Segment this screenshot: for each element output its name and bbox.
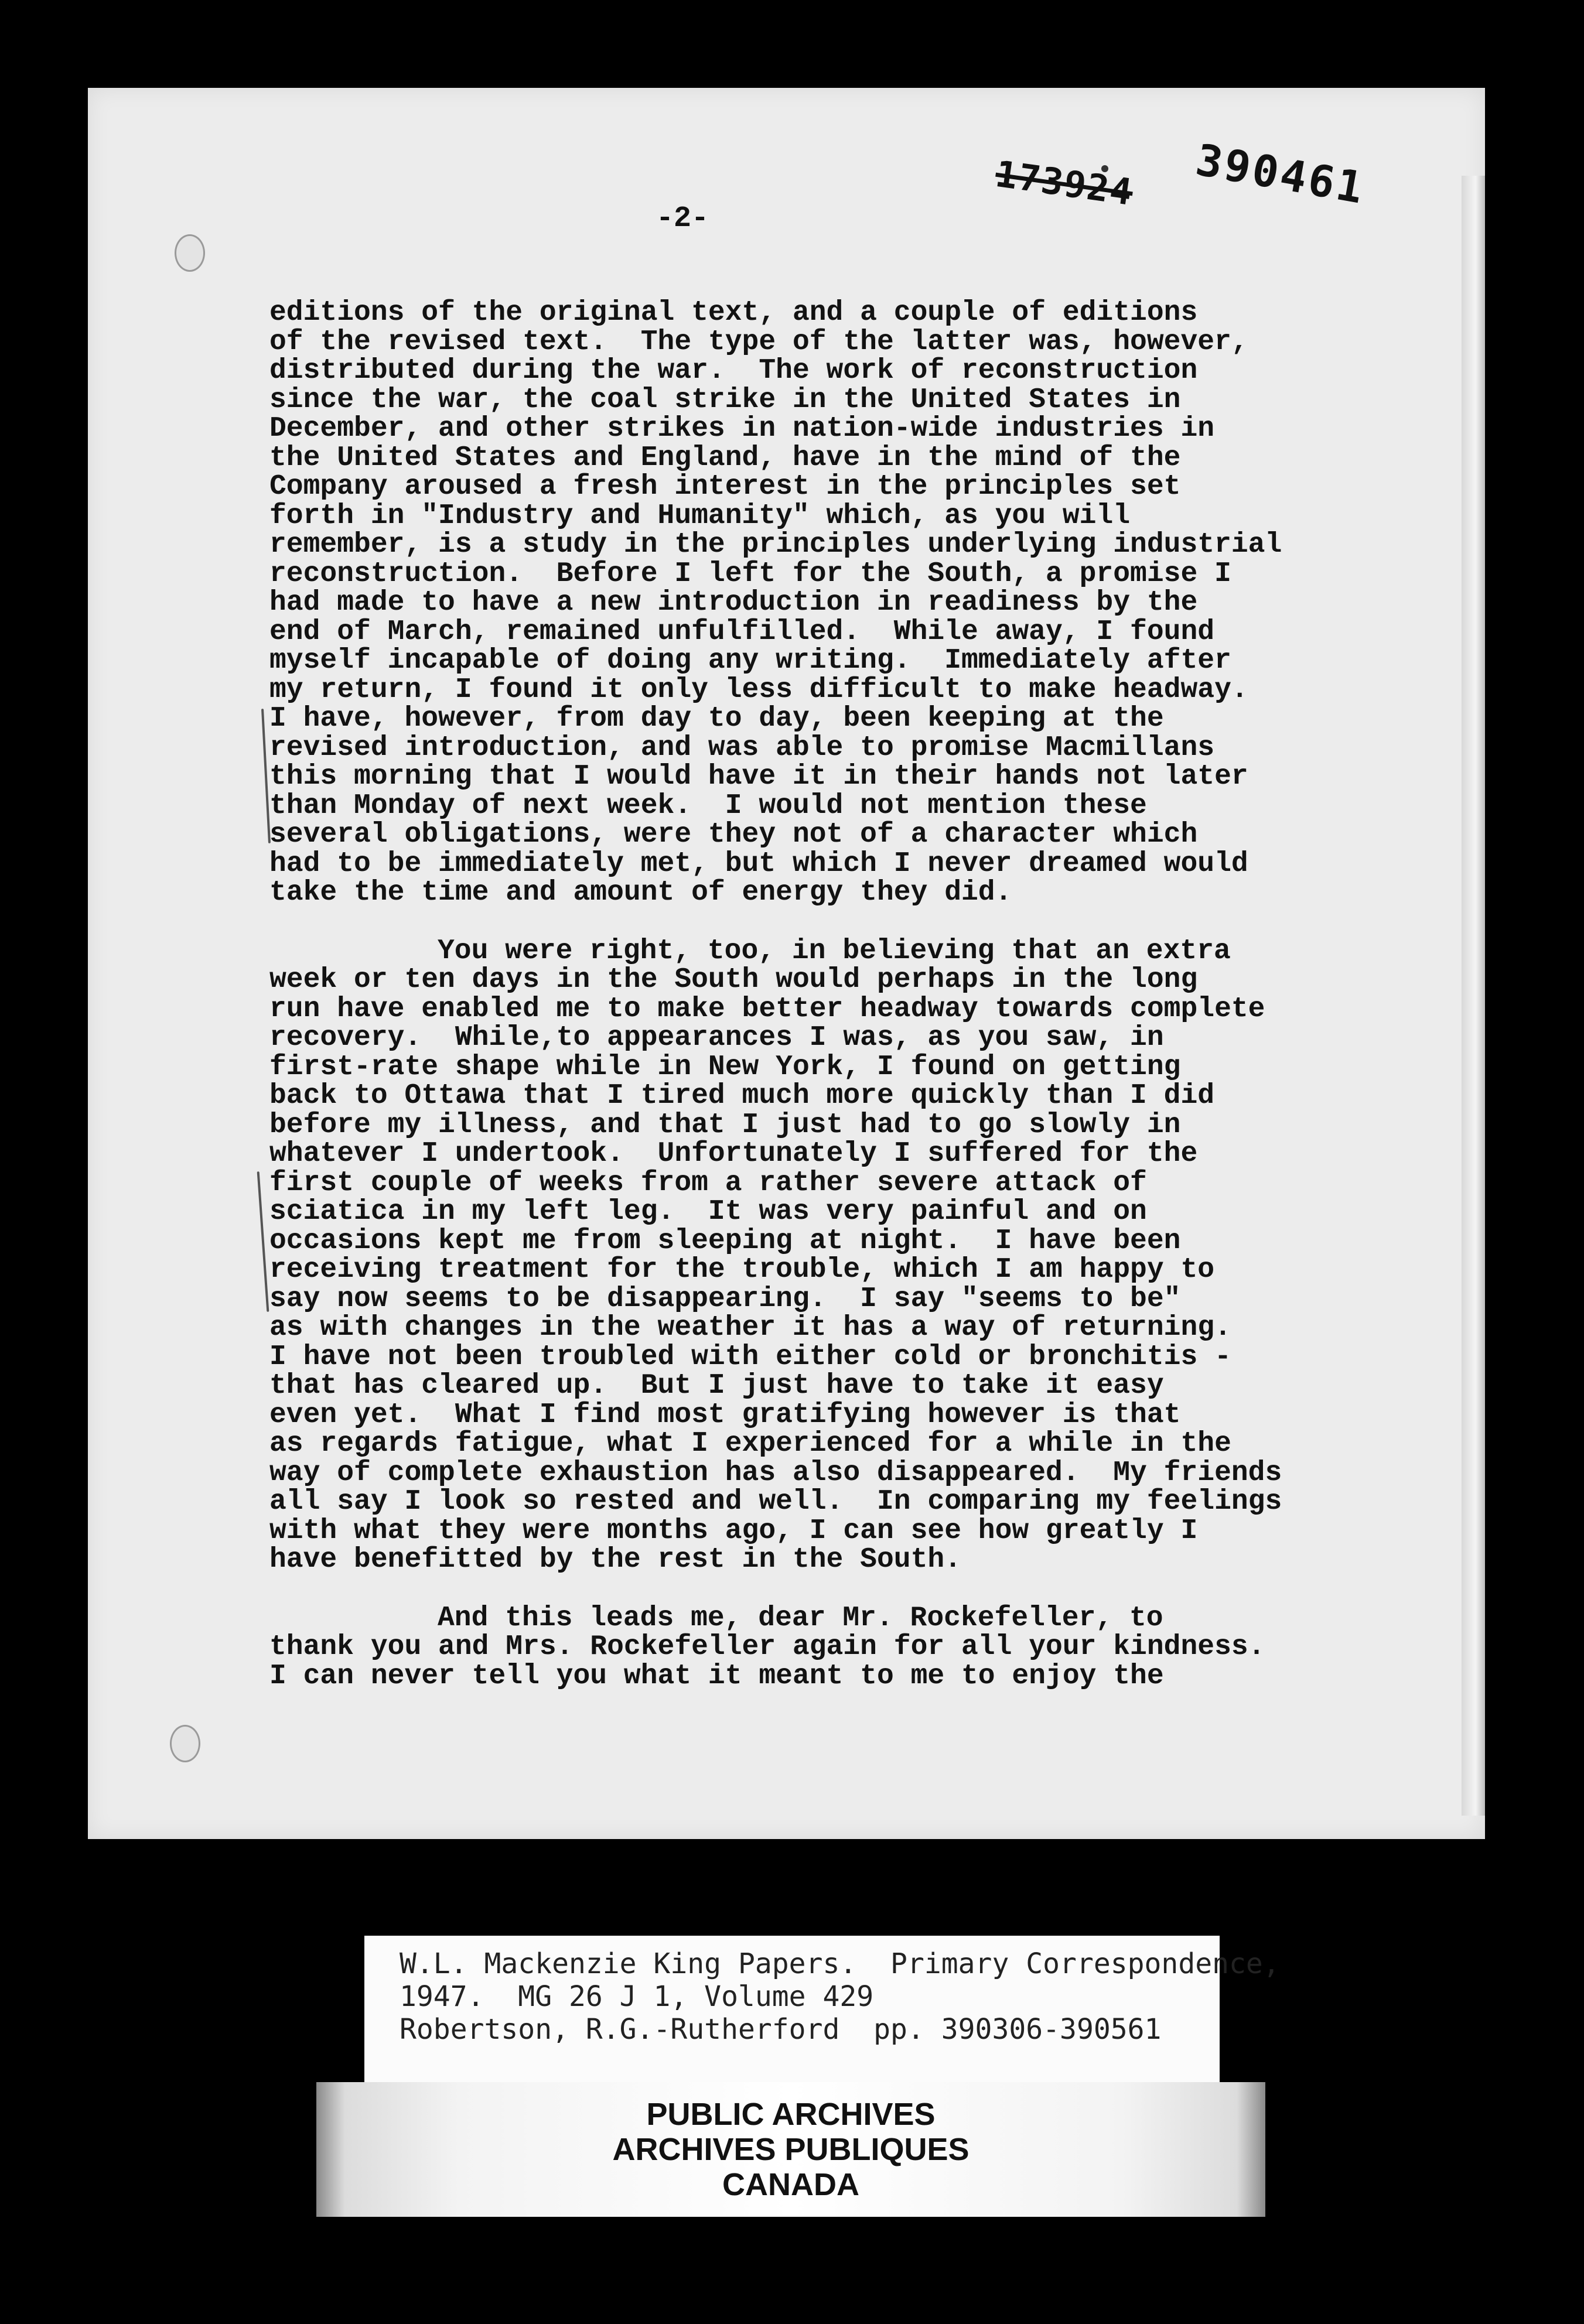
page-number: -2- <box>656 202 709 235</box>
text-line: all say I look so rested and well. In comparing my feelings <box>269 1486 1282 1518</box>
text-line: remember, is a study in the principles underlying industrial <box>269 529 1282 561</box>
text-line: Company aroused a fresh interest in the principles set <box>269 471 1181 503</box>
text-line: had made to have a new introduction in readiness by the <box>269 587 1198 618</box>
punch-hole-top <box>175 234 205 272</box>
text-line: with what they were months ago, I can see how greatly I <box>269 1515 1198 1547</box>
text-line: before my illness, and that I just had to go slowly in <box>269 1109 1181 1141</box>
text-line: And this leads me, dear Mr. Rockefeller, to <box>438 1602 1163 1634</box>
text-line: myself incapable of doing any writing. Immediately after <box>269 645 1231 676</box>
text-line: I have, however, from day to day, been keeping at the <box>269 703 1164 734</box>
text-line: sciatica in my left leg. It was very painful and on <box>269 1196 1147 1228</box>
text-line: end of March, remained unfulfilled. While away, I found <box>269 616 1215 648</box>
paragraph-3 <box>269 1604 1441 1691</box>
archive-label-line-3: Robertson, R.G.-Rutherford pp. 390306-390561 <box>400 2013 1162 2046</box>
text-line: this morning that I would have it in their hands not later <box>269 761 1248 792</box>
page-fold-edge <box>1462 176 1485 1816</box>
text-line: the United States and England, have in the mind of the <box>269 442 1181 474</box>
archive-reference-label <box>364 1936 1280 2082</box>
text-line: first-rate shape while in New York, I found on getting <box>269 1051 1181 1083</box>
text-line: week or ten days in the South would perhaps in the long <box>269 964 1198 996</box>
text-line: revised introduction, and was able to promise Macmillans <box>269 732 1215 764</box>
text-line: thank you and Mrs. Rockefeller again for all your kindness. <box>269 1631 1265 1663</box>
paragraph-2 <box>269 937 1441 1575</box>
file-number: 390461 <box>1192 135 1369 214</box>
text-line: since the war, the coal strike in the United States in <box>269 384 1181 416</box>
text-line: whatever I undertook. Unfortunately I suffered for the <box>269 1138 1198 1170</box>
text-line: I can never tell you what it meant to me to enjoy the <box>269 1660 1164 1692</box>
text-line: You were right, too, in believing that an extra <box>438 935 1231 967</box>
text-line: run have enabled me to make better headway towards complete <box>269 993 1265 1025</box>
text-line: as with changes in the weather it has a way of returning. <box>269 1312 1231 1344</box>
text-line: of the revised text. The type of the latter was, however, <box>269 326 1248 358</box>
text-line: back to Ottawa that I tired much more quickly than I did <box>269 1080 1215 1112</box>
text-line: forth in "Industry and Humanity" which, as you will <box>269 500 1131 532</box>
text-line: receiving treatment for the trouble, which I am happy to <box>269 1254 1215 1286</box>
punch-hole-bottom <box>170 1725 200 1762</box>
text-line: way of complete exhaustion has also disappeared. My friends <box>269 1457 1282 1489</box>
archive-label-line-2: 1947. MG 26 J 1, Volume 429 <box>400 1980 874 2013</box>
text-line: December, and other strikes in nation-wide industries in <box>269 413 1215 445</box>
paragraph-1 <box>269 299 1441 908</box>
text-line: have benefitted by the rest in the South. <box>269 1544 961 1575</box>
letter-body <box>269 299 1441 1720</box>
text-line: even yet. What I find most gratifying however is that <box>269 1399 1181 1431</box>
struck-file-number: 173924 <box>992 152 1136 214</box>
public-archives-stamp <box>316 2082 1265 2217</box>
text-line: editions of the original text, and a couple of editions <box>269 297 1198 329</box>
archive-label-line-1: W.L. Mackenzie King Papers. Primary Correspondence, <box>400 1947 1280 1980</box>
stamp-line-1: PUBLIC ARCHIVES <box>646 2097 936 2132</box>
text-line: had to be immediately met, but which I never dreamed would <box>269 847 1248 880</box>
text-line: several obligations, were they not of a character which <box>269 819 1198 850</box>
text-line: my return, I found it only less difficult to make headway. <box>269 674 1248 706</box>
text-line: say now seems to be disappearing. I say "seems to be" <box>269 1283 1181 1315</box>
text-line: I have not been troubled with either cold or bronchitis - <box>269 1341 1231 1373</box>
text-line: take the time and amount of energy they did. <box>269 877 1012 908</box>
text-line: first couple of weeks from a rather severe attack of <box>269 1167 1147 1199</box>
text-line: than Monday of next week. I would not mention these <box>269 790 1147 822</box>
text-line: reconstruction. Before I left for the South, a promise I <box>269 558 1231 590</box>
stamp-line-2: ARCHIVES PUBLIQUES <box>612 2132 969 2167</box>
text-line: that has cleared up. But I just have to take it easy <box>269 1370 1164 1402</box>
text-line: occasions kept me from sleeping at night. I have been <box>269 1225 1181 1257</box>
text-line: as regards fatigue, what I experienced for a while in the <box>269 1428 1231 1460</box>
text-line: recovery. While,to appearances I was, as you saw, in <box>269 1022 1164 1054</box>
stamp-line-3: CANADA <box>722 2167 859 2202</box>
text-line: distributed during the war. The work of reconstruction <box>269 355 1198 387</box>
